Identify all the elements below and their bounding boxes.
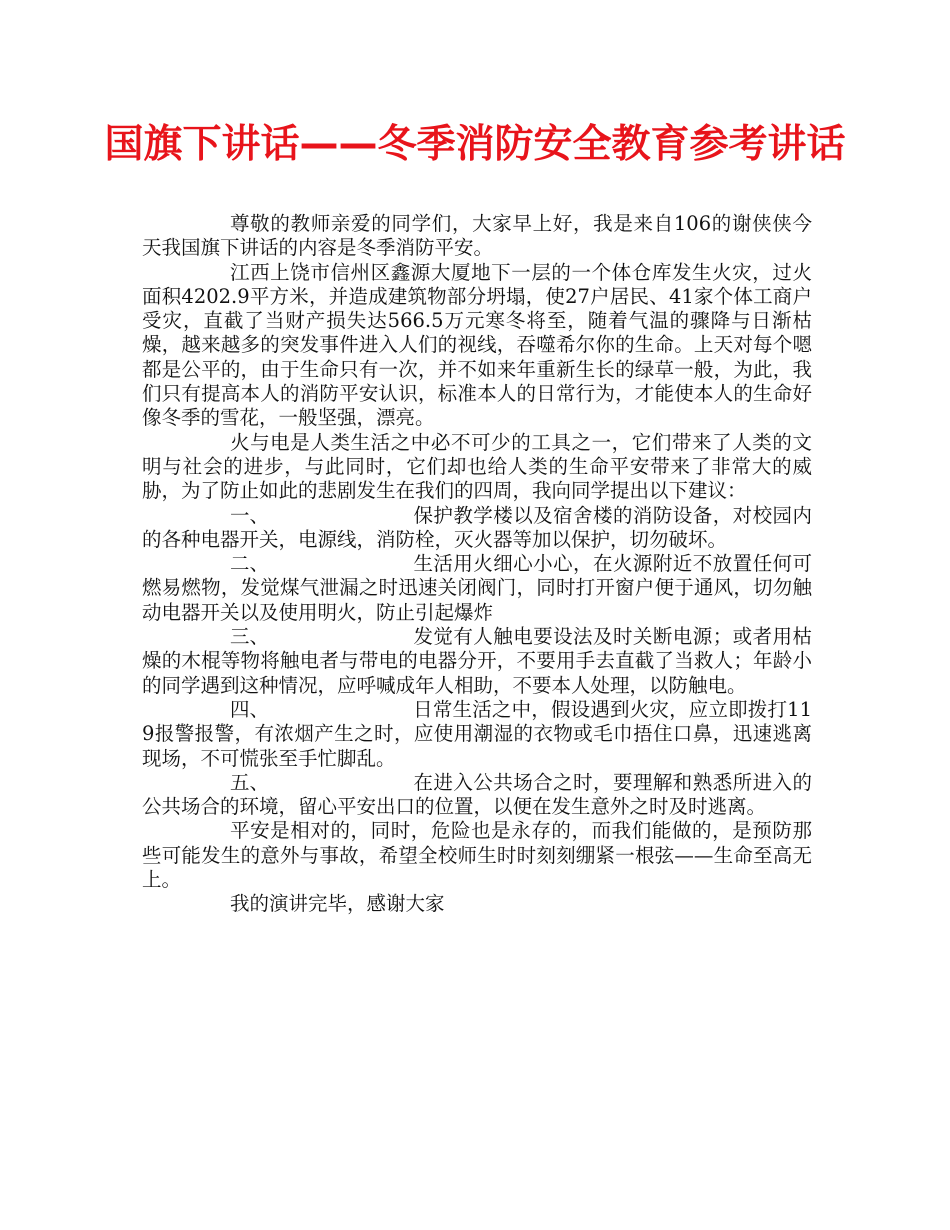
suggestion-text: 日常生活之中，假设遇到火灾，应立即拨打119报警报警，有浓烟产生之时，应使用潮湿的衣物或毛巾捂住口鼻，迅速逃离现场，不可慌张至手忙脚乱。 <box>142 697 812 770</box>
document-title: 国旗下讲话——冬季消防安全教育参考讲话 <box>104 122 846 167</box>
suggestion-text: 保护教学楼以及宿舍楼的消防设备，对校园内的各种电器开关，电源线，消防栓，灭火器等加以保护，切勿破坏。 <box>142 503 812 551</box>
suggestion-number: 一、 <box>230 503 270 527</box>
suggestion-item-3 <box>142 625 812 698</box>
suggestion-number: 五、 <box>230 770 270 794</box>
suggestion-number: 二、 <box>230 552 270 576</box>
greeting-paragraph: 尊敬的教师亲爱的同学们，大家早上好，我是来自106的谢侠侠今天我国旗下讲话的内容是冬季消防平安。 <box>142 212 812 260</box>
suggestion-item-1 <box>142 504 812 553</box>
incident-paragraph: 江西上饶市信州区鑫源大厦地下一层的一个体仓库发生火灾，过火面积4202.9平方米，并造成建筑物部分坍塌，使27户居民、41家个体工商户受灾，直截了当财产损失达566.5万元寒冬将至，随着气温的骤降与日渐枯燥，越来越多的突发事件进入人们的视线，吞噬希尔你的生命。上天对每个嗯都是公平的，由于生命只有一次，并不如来年重新生长的绿草一般，为此，我们只有提高本人的消防平安认识，标准本人的日常行为，才能使本人的生命好像冬季的雪花，一般坚强，漂亮。 <box>142 260 812 430</box>
intro-suggestions-paragraph: 火与电是人类生活之中必不可少的工具之一，它们带来了人类的文明与社会的进步，与此同时，它们却也给人类的生命平安带来了非常大的威胁，为了防止如此的悲剧发生在我们的四周，我向同学提出以下建议： <box>142 430 812 503</box>
suggestion-text: 发觉有人触电要设法及时关断电源；或者用枯燥的木棍等物将触电者与带电的电器分开，不要用手去直截了当救人；年龄小的同学遇到这种情况，应呼喊成年人相助，不要本人处理，以防触电。 <box>142 625 812 697</box>
suggestion-text: 在进入公共场合之时，要理解和熟悉所进入的公共场合的环境，留心平安出口的位置，以便在发生意外之时及时逃离。 <box>142 770 812 819</box>
suggestion-number: 三、 <box>230 625 270 649</box>
suggestion-item-4 <box>142 698 812 771</box>
document-body <box>142 212 812 917</box>
suggestion-text: 生活用火细心小心，在火源附近不放置任何可燃易燃物，发觉煤气泄漏之时迅速关闭阀门，同时打开窗户便于通风，切勿触动电器开关以及使用明火，防止引起爆炸 <box>142 552 812 624</box>
suggestion-item-2 <box>142 552 812 625</box>
suggestion-number: 四、 <box>230 697 270 721</box>
closing-paragraph: 平安是相对的，同时，危险也是永存的，而我们能做的，是预防那些可能发生的意外与事故，希望全校师生时时刻刻绷紧一根弦——生命至高无上。 <box>142 819 812 892</box>
suggestion-item-5 <box>142 771 812 820</box>
thanks-paragraph: 我的演讲完毕，感谢大家 <box>230 892 445 916</box>
